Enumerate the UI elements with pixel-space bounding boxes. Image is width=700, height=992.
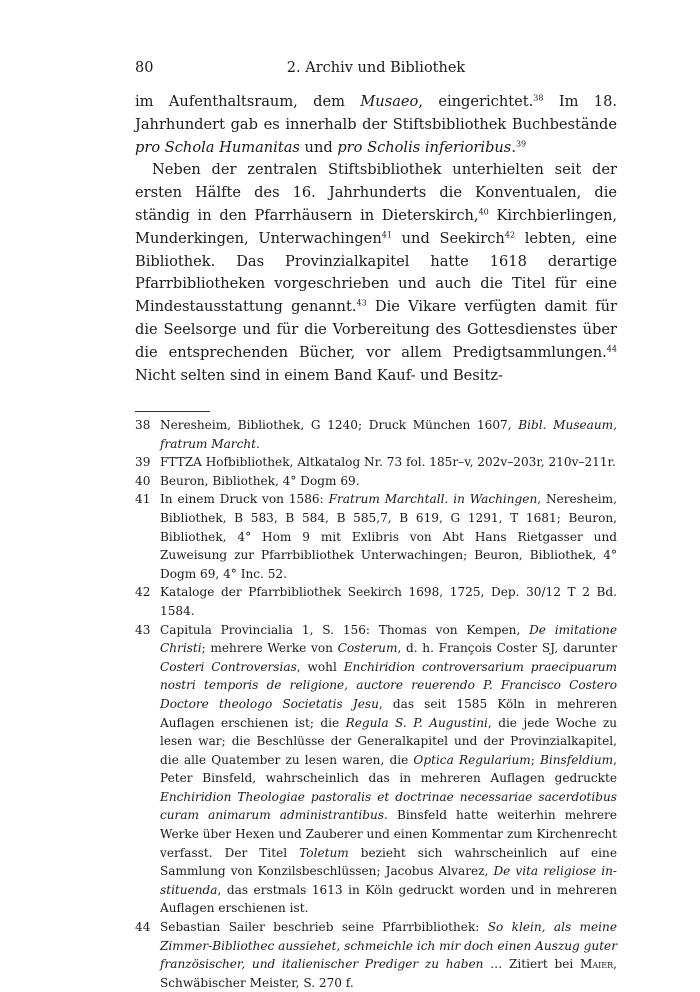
italic-term: Musaeo bbox=[360, 93, 419, 110]
page-number: 80 bbox=[135, 60, 154, 76]
text-run: lebten, eine Bibliothek. Das Provinzialkapitel hatte 1618 derartige Pfarrbibliotheken vorgeschrieben und auch die Titel für eine Mindestausstattung genannt. bbox=[135, 229, 617, 316]
italic-term: De imitatione Christi bbox=[160, 622, 617, 656]
text-run: , eingerichtet. bbox=[418, 93, 534, 110]
footnote bbox=[135, 918, 617, 992]
text-run: , das seit 1585 Köln in mehreren Auflagen erschienen ist; die bbox=[160, 696, 617, 730]
footnote-number: 42 bbox=[135, 585, 151, 600]
footnote-ref[interactable]: 43 bbox=[356, 298, 367, 308]
text-run: Beuron, Bibliothek, 4° Dogm 69. bbox=[160, 473, 360, 488]
text-run: Im 18. Jahrhundert gab es innerhalb der Stiftsbibliothek Buchbestände bbox=[135, 93, 618, 133]
text-run: , d. h. François Coster SJ, darunter bbox=[397, 641, 617, 656]
running-head: 2. Archiv und Bibliothek bbox=[286, 60, 466, 76]
text-run: , wohl bbox=[296, 659, 344, 674]
footnote bbox=[135, 472, 617, 491]
footnote-number: 38 bbox=[135, 418, 151, 432]
footnote-number: 44 bbox=[135, 920, 151, 935]
text-run: Sebastian Sailer beschrieb seine Pfarrbibliothek: bbox=[160, 920, 488, 935]
text-run: , das erstmals 1613 in Köln gedruckt worden und in mehreren Auflagen erschienen ist. bbox=[160, 882, 617, 916]
italic-term: De vita religiose instituenda bbox=[160, 864, 617, 897]
italic-term: Toletum bbox=[299, 845, 349, 860]
footnote-ref[interactable]: 39 bbox=[515, 138, 527, 148]
text-run: Kataloge der Pfarrbibliothek Seekirch 1698, 1725, Dep. 30/12 T 2 Bd. 1584. bbox=[160, 585, 617, 618]
text-run: In einem Druck von 1586: bbox=[160, 492, 329, 507]
footnotes bbox=[135, 416, 617, 992]
page-header bbox=[135, 60, 617, 82]
text-run: … Zitiert bei bbox=[483, 957, 580, 972]
text-run: Nicht selten sind in einem Band Kauf- und Besitz- bbox=[135, 366, 503, 384]
footnote-ref[interactable]: 40 bbox=[478, 207, 489, 217]
text-run: Neben der zentralen Stiftsbibliothek unterhielten seit der ersten Hälfte des 16. Jahrhunderts die Konventualen, die ständig in den Pfarrhäusern in Dieterskirch, bbox=[135, 161, 617, 224]
italic-term: pro Schola Humanitas bbox=[135, 138, 300, 156]
footnote-divider bbox=[135, 411, 210, 412]
footnote-ref[interactable]: 44 bbox=[606, 344, 617, 354]
italic-term: Enchiridion controversarium praecipuarum nostri temporis de religione, auctore reuerendo P. Francisco Costero Doctore theologo Societatis Jesu bbox=[160, 659, 618, 711]
text-run: im Aufenthaltsraum, dem bbox=[135, 93, 361, 110]
italic-term: Costeri Controversias bbox=[160, 659, 297, 674]
italic-term: Enchiridion Theologiae pastoralis et doctrinae necessariae sacerdotibus curam animarum administrantibus bbox=[160, 789, 617, 823]
text-run: Neresheim, Bibliothek, G 1240; Druck München 1607, bbox=[160, 418, 519, 432]
text-run: , die jede Woche zu lesen war; die Beschlüsse der Generalkapitel und der Provinzialkapitel, die alle Quatember zu lesen waren, die bbox=[160, 715, 617, 767]
footnote-ref[interactable]: 41 bbox=[381, 230, 392, 240]
footnote bbox=[135, 490, 617, 583]
text-run: und bbox=[299, 138, 338, 156]
text-run: . bbox=[511, 138, 516, 156]
italic-term: pro Scholis inferioribus bbox=[337, 138, 512, 156]
footnote bbox=[135, 621, 617, 919]
footnote bbox=[135, 416, 617, 453]
paragraph bbox=[135, 91, 617, 159]
text-run: Kirchbierlingen, Munderkingen, Unterwachingen bbox=[135, 206, 617, 247]
text-run: , Peter Binsfeld, wahrscheinlich das in mehreren Auflagen gedruckte bbox=[160, 752, 617, 786]
footnote-number: 40 bbox=[135, 473, 151, 488]
main-text bbox=[135, 91, 617, 387]
text-run: Die Vikare verfügten damit für die Seelsorge und für die Vorbereitung des Gottesdienstes über die entsprechenden Bücher, vor allem Predigtsammlungen. bbox=[135, 298, 617, 361]
author-name: Maier bbox=[579, 957, 614, 972]
text-run: , Neresheim, Bibliothek, B 583, B 584, B 585,7, B 619, G 1291, T 1681; Beuron, Bibliothek, 4° Hom 9 mit Exlibris von Abt Hans Rietgasser und Zuweisung zur Pfarrbibliothek Unterwachingen; Beuron, Bibliothek, 4° Dogm 69, 4° Inc. 52. bbox=[160, 492, 617, 581]
italic-term: Optica Regularium bbox=[413, 752, 531, 767]
italic-term: Regula S. P. Augustini bbox=[345, 715, 488, 730]
footnote bbox=[135, 583, 617, 620]
text-run: ; bbox=[530, 752, 541, 767]
text-run: . Binsfeld hatte weiterhin mehrere Werke über Hexen und Zauberer und einen Kommentar zum Kirchenrecht verfasst. Der Titel bbox=[160, 808, 617, 860]
footnote-ref[interactable]: 38 bbox=[533, 93, 544, 103]
text-run: und Seekirch bbox=[391, 229, 505, 247]
italic-term: Costerum bbox=[337, 641, 398, 656]
footnote bbox=[135, 453, 617, 472]
footnote-number: 39 bbox=[135, 455, 151, 470]
text-run: ; mehrere Werke von bbox=[201, 641, 338, 656]
paragraph bbox=[135, 159, 617, 387]
text-run: FTTZA Hofbibliothek, Altkatalog Nr. 73 fol. 185r–v, 202v–203r, 210v–211r. bbox=[160, 455, 616, 470]
italic-term: Fratrum Marchtall. in Wachingen bbox=[328, 492, 538, 507]
footnote-number: 43 bbox=[135, 622, 151, 637]
text-run: bezieht sich wahrscheinlich auf eine Sammlung von Konzilsbeschlüssen; Jacobus Alvarez, bbox=[160, 845, 617, 879]
italic-term: Binsfeldium bbox=[540, 752, 614, 767]
italic-term: Bibl. Museaum, fratrum Marcht. bbox=[160, 418, 617, 451]
text-run: , Schwäbischer Meister, S. 270 f. bbox=[160, 957, 617, 990]
footnote-ref[interactable]: 42 bbox=[504, 230, 516, 240]
footnote-number: 41 bbox=[135, 492, 151, 507]
italic-term: So klein, als meine Zimmer-Bibliothec aussiehet, schmeichle ich mir doch einen Auszug guter französischer, und italienischer Prediger zu haben bbox=[160, 920, 617, 972]
text-run: Capitula Provincialia 1, S. 156: Thomas von Kempen, bbox=[160, 622, 530, 637]
